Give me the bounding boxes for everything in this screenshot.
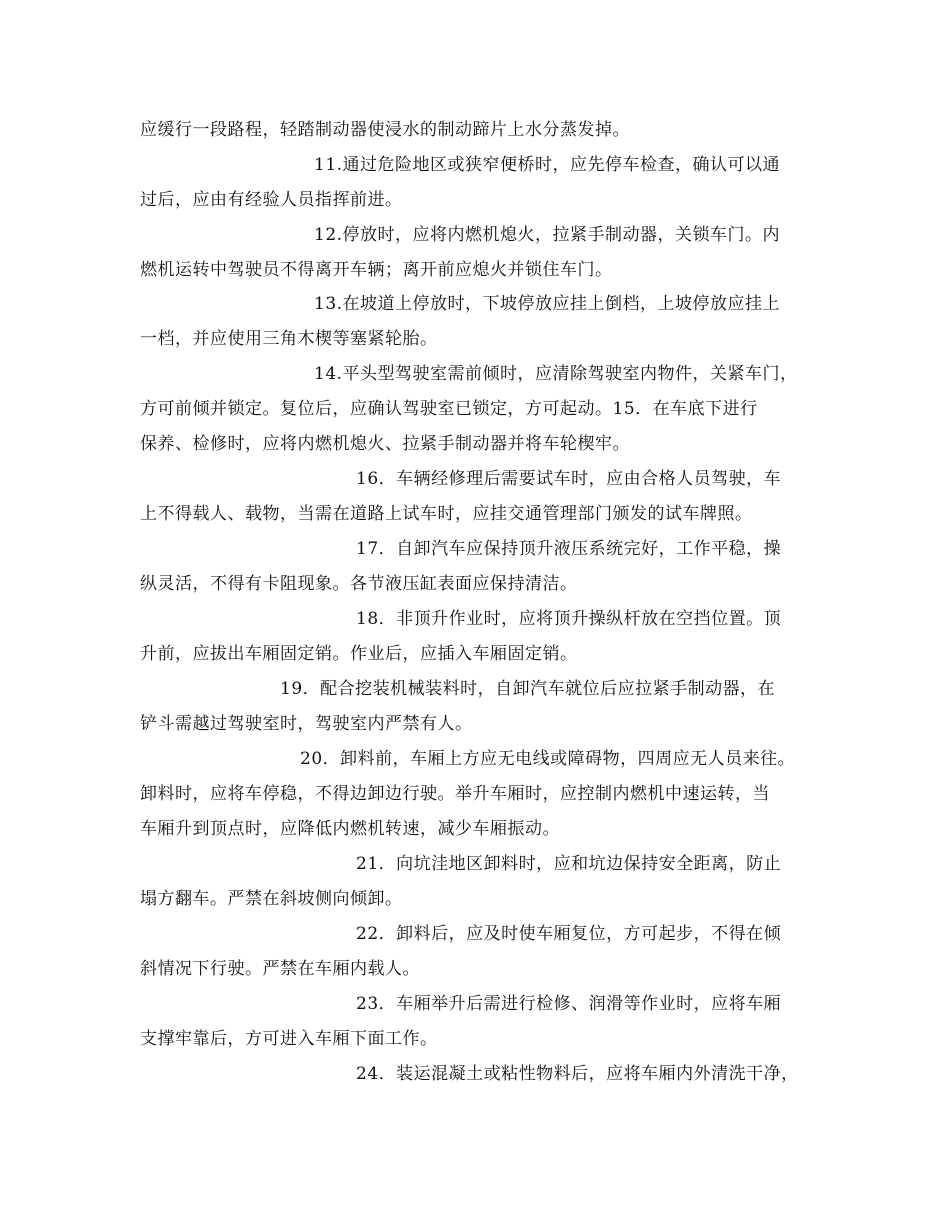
text-line: 18．非顶升作业时，应将顶升操纵杆放在空挡位置。顶: [356, 609, 782, 629]
text-line: 上不得载人、载物，当需在道路上试车时，应挂交通管理部门颁发的试车牌照。: [140, 504, 753, 524]
text-line: 升前，应拔出车厢固定销。作业后，应插入车厢固定销。: [140, 644, 578, 664]
text-line: 23．车厢举升后需进行检修、润滑等作业时，应将车厢: [356, 994, 782, 1014]
text-line: 24．装运混凝土或粘性物料后，应将车厢内外清洗干净，: [356, 1064, 799, 1084]
text-line: 17．自卸汽车应保持顶升液压系统完好，工作平稳，操: [356, 539, 782, 559]
text-line: 卸料时，应将车停稳，不得边卸边行驶。举升车厢时，应控制内燃机中速运转，当: [140, 784, 770, 804]
text-line: 22．卸料后，应及时使车厢复位，方可起步，不得在倾: [356, 924, 782, 944]
text-line: 一档，并应使用三角木楔等塞紧轮胎。: [140, 329, 438, 349]
text-line: 塌方翻车。严禁在斜坡侧向倾卸。: [140, 889, 403, 909]
text-line: 12.停放时，应将内燃机熄火，拉紧手制动器，关锁车门。内: [314, 225, 781, 245]
text-line: 20．卸料前，车厢上方应无电线或障碍物，四周应无人员来往。: [300, 749, 796, 769]
text-line: 过后，应由有经验人员指挥前进。: [140, 190, 403, 210]
text-line: 铲斗需越过驾驶室时，驾驶室内严禁有人。: [140, 714, 473, 734]
text-line: 14.平头型驾驶室需前倾时，应清除驾驶室内物件，关紧车门，: [314, 364, 798, 384]
text-line: 11.通过危险地区或狭窄便桥时，应先停车检查，确认可以通: [314, 155, 781, 175]
text-line: 应缓行一段路程，轻踏制动器使浸水的制动蹄片上水分蒸发掉。: [140, 120, 630, 140]
text-line: 21．向坑洼地区卸料时，应和坑边保持安全距离，防止: [356, 854, 782, 874]
text-line: 19．配合挖装机械装料时，自卸汽车就位后应拉紧手制动器，在: [280, 679, 776, 699]
text-line: 13.在坡道上停放时，下坡停放应挂上倒档，上坡停放应挂上: [314, 294, 781, 314]
text-line: 保养、检修时，应将内燃机熄火、拉紧手制动器并将车轮楔牢。: [140, 434, 630, 454]
text-line: 斜情况下行驶。严禁在车厢内载人。: [140, 959, 420, 979]
text-line: 车厢升到顶点时，应降低内燃机转速，减少车厢振动。: [140, 819, 560, 839]
text-line: 方可前倾并锁定。复位后，应确认驾驶室已锁定，方可起动。15．在车底下进行: [140, 399, 758, 419]
text-line: 支撑牢靠后，方可进入车厢下面工作。: [140, 1029, 438, 1049]
text-line: 纵灵活，不得有卡阻现象。各节液压缸表面应保持清洁。: [140, 574, 578, 594]
text-line: 16．车辆经修理后需要试车时，应由合格人员驾驶，车: [356, 469, 782, 489]
text-line: 燃机运转中驾驶员不得离开车辆；离开前应熄火并锁住车门。: [140, 260, 613, 280]
